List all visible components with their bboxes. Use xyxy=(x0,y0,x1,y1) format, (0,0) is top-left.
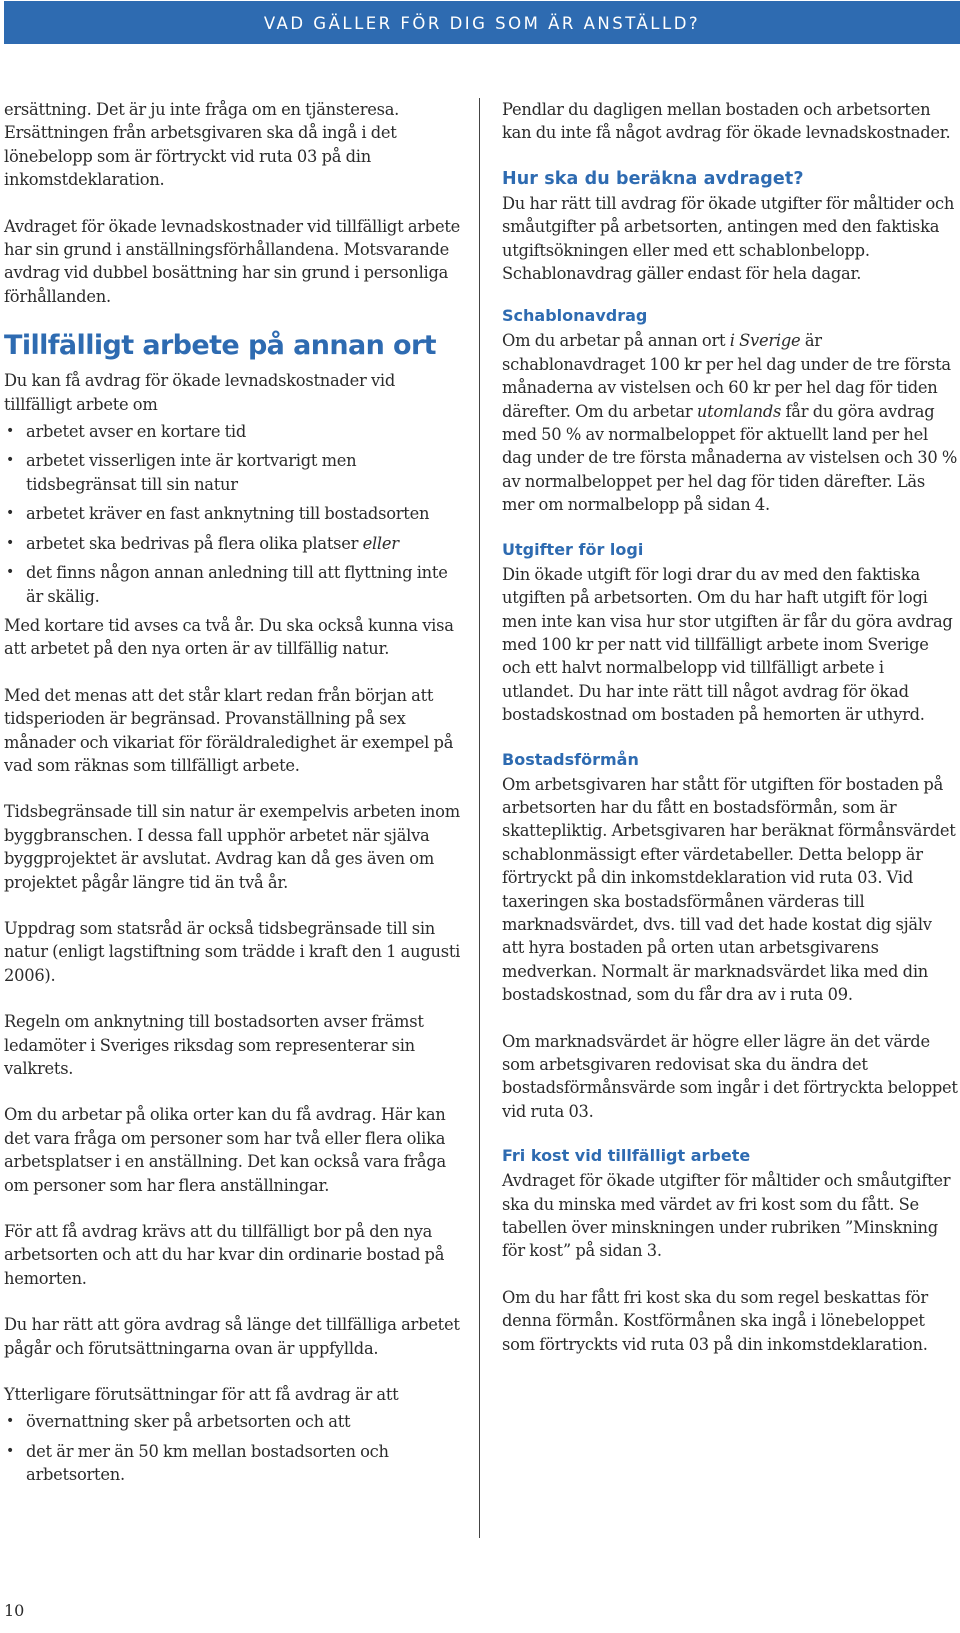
paragraph-meaning: Med det menas att det står klart redan från början att tidsperioden är begränsad. Provanställning på sex månader och vikariat för föräldraledighet är exempel på vad som räknas som tillfälligt arbete. xyxy=(4,685,454,775)
list-item-emphasis: eller xyxy=(362,533,399,553)
paragraph-rule: Regeln om anknytning till bostadsorten avser främst ledamöter i Sveriges riksdag som representerar sin valkrets. xyxy=(4,1012,424,1078)
paragraph-live: För att få avdrag krävs att du tillfälligt bor på den nya arbetsorten och att du har kvar din ordinarie bostad på hemorten. xyxy=(4,1222,445,1288)
section-heading-temporary-work: Tillfälligt arbete på annan ort xyxy=(4,330,436,362)
text-fragment: är schablonavdraget 100 kr per hel dag under de tre första månaderna av vistelsen och 60 kr per hel dag för tiden därefter. Om du arbetar xyxy=(502,331,951,421)
conditions-list xyxy=(4,420,462,608)
paragraph-right: Du har rätt att göra avdrag så länge det tillfälliga arbetet pågår och förutsättningarna ovan är uppfyllda. xyxy=(4,1315,460,1358)
paragraph-further: Ytterligare förutsättningar för att få avdrag är att xyxy=(4,1385,399,1405)
list-item: • arbetet visserligen inte är kortvarigt men tidsbegränsat till sin natur xyxy=(4,449,462,496)
page-number: 10 xyxy=(4,1601,25,1620)
left-column xyxy=(4,98,462,1493)
paragraph-calculate: Du har rätt till avdrag för ökade utgifter för måltider och småutgifter på arbetsorten, antingen med den faktiska utgiftsökningen eller med ett schablonbelopp. Schablonavdrag gäller endast för hela dagar. xyxy=(502,193,955,284)
paragraph-basis: Avdraget för ökade levnadskostnader vid tillfälligt arbete har sin grund i anställningsförhållandena. Motsvarande avdrag vid dubbel bosättning har sin grund i personliga förhållanden. xyxy=(4,216,461,306)
paragraph-minister: Uppdrag som statsråd är också tidsbegränsade till sin natur (enligt lagstiftning som trädde i kraft den 1 augusti 2006). xyxy=(4,918,461,985)
subheading-free-meals: Fri kost vid tillfälligt arbete xyxy=(502,1146,751,1166)
paragraph-places: Om du arbetar på olika orter kan du få avdrag. Här kan det vara fråga om personer som har två eller flera olika arbetsplatser i en anställning. Det kan också vara fråga om personer som har flera anställningar. xyxy=(4,1105,446,1195)
paragraph-free-meals: Avdraget för ökade utgifter för måltider och småutgifter ska du minska med värdet av fri kost som du fått. Se tabellen över minskningen under rubriken ”Minskning för kost” på sidan 3. xyxy=(502,1171,951,1261)
paragraph-short-time: Med kortare tid avses ca två år. Du ska också kunna visa att arbetet på den nya orten är av tillfällig natur. xyxy=(4,615,454,659)
text-fragment: får du göra avdrag med 50 % av normalbeloppet för aktuellt land per hel dag under de tre första månaderna av vistelsen och 30 % av normalbeloppet per hel dag för tiden därefter. Läs mer om normalbelopp på sidan 4. xyxy=(502,401,958,515)
subheading-lodging: Utgifter för logi xyxy=(502,539,644,559)
column-divider xyxy=(479,98,480,1538)
subheading-housing-benefit: Bostadsförmån xyxy=(502,749,639,769)
paragraph-commute: Pendlar du dagligen mellan bostaden och arbetsorten kan du inte få något avdrag för ökade levnadskostnader. xyxy=(502,100,951,143)
paragraph-lodging: Din ökade utgift för logi drar du av med den faktiska utgiften på arbetsorten. Om du har haft utgift för logi men inte kan visa hur stor utgiften är får du göra avdrag med 100 kr per natt vid tillfälligt arbete inom Sverige och ett halvt normalbelopp vid tillfälligt arbete i utlandet. Du har inte rätt till något avdrag för ökad bostadskostnad om bostaden på hemorten är uthyrd. xyxy=(502,564,953,725)
list-item: • det finns någon annan anledning till att flyttning inte är skälig. xyxy=(4,561,462,608)
paragraph-intro: Du kan få avdrag för ökade levnadskostnader vid tillfälligt arbete om xyxy=(4,371,396,414)
header-title: VAD GÄLLER FÖR DIG SOM ÄR ANSTÄLLD? xyxy=(263,14,701,33)
list-item-text: arbetet ska bedrivas på flera olika platser xyxy=(26,533,359,553)
subheading-schablon: Schablonavdrag xyxy=(502,306,648,326)
list-item xyxy=(4,532,462,555)
emphasis-sweden: i Sverige xyxy=(729,331,801,351)
emphasis-abroad: utomlands xyxy=(696,401,782,421)
section-heading-calculate: Hur ska du beräkna avdraget? xyxy=(502,168,804,189)
list-item: • arbetet avser en kortare tid xyxy=(4,420,462,443)
paragraph-time-limited: Tidsbegränsade till sin natur är exempelvis arbeten inom byggbranschen. I dessa fall upphör arbetet när själva byggprojektet är avslutat. Avdrag kan då ges även om projektet pågår längre tid än två år. xyxy=(4,802,460,892)
text-fragment: Om du arbetar på annan ort xyxy=(502,331,730,351)
list-item: • övernattning sker på arbetsorten och att xyxy=(4,1410,462,1433)
list-item: • arbetet kräver en fast anknytning till bostadsorten xyxy=(4,502,462,525)
further-conditions-list xyxy=(4,1410,462,1486)
paragraph-meal-benefit: Om du har fått fri kost ska du som regel beskattas för denna förmån. Kostförmånen ska ingå i lönebeloppet som förtryckts vid ruta 03 på din inkomstdeklaration. xyxy=(502,1287,928,1354)
paragraph-compensation: ersättning. Det är ju inte fråga om en tjänsteresa. Ersättningen från arbetsgivaren ska då ingå i det lönebelopp som är förtryckt vid ruta 03 på din inkomstdeklaration. xyxy=(4,100,400,190)
page-header xyxy=(4,1,960,44)
paragraph-housing-benefit: Om arbetsgivaren har stått för utgiften för bostaden på arbetsorten har du fått en bostadsförmån, som är skattepliktig. Arbetsgivaren har beräknat förmånsvärdet schablonmässigt efter värdetabeller. Detta belopp är förtryckt på din inkomstdeklaration vid ruta 03. Vid taxeringen ska bostadsförmånen värderas till marknadsvärdet, dvs. till vad det hade kostat dig själv att hyra bostaden på orten utan arbetsgivarens medverkan. Normalt är marknadsvärdet lika med din bostadskostnad, som du får dra av i ruta 09. xyxy=(502,774,956,1005)
right-column xyxy=(502,98,958,1356)
paragraph-market-value: Om marknadsvärdet är högre eller lägre än det värde som arbetsgivaren redovisat ska du ändra det bostadsförmånsvärde som ingår i det förtryckta beloppet vid ruta 03. xyxy=(502,1031,958,1121)
list-item: • det är mer än 50 km mellan bostadsorten och arbetsorten. xyxy=(4,1440,462,1487)
paragraph-schablon xyxy=(502,329,958,516)
